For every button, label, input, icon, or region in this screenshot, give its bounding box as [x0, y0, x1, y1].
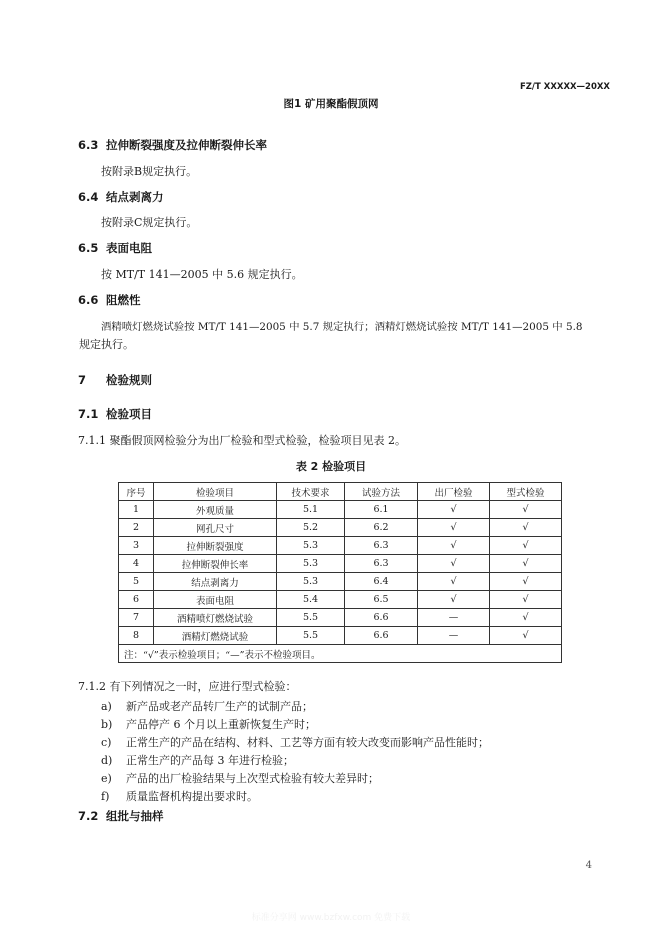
table-cell: 8 — [119, 627, 154, 645]
table-note-row — [119, 645, 562, 663]
table-cell: 6.3 — [345, 555, 418, 573]
section-title: 结点剥离力 — [106, 190, 164, 204]
table-cell: 酒精喷灯燃烧试验 — [154, 609, 277, 627]
list-marker: c) — [101, 736, 112, 749]
list-item — [101, 752, 294, 768]
table-cell: — — [418, 627, 490, 645]
heading-6-6 — [78, 292, 141, 308]
table-cell: √ — [490, 555, 562, 573]
header-cell: 出厂检验 — [418, 483, 490, 501]
table-cell: 5.2 — [277, 519, 345, 537]
heading-7 — [78, 372, 152, 388]
section-number: 6.3 — [78, 138, 99, 152]
list-marker: b) — [101, 718, 113, 731]
list-item — [101, 788, 258, 804]
table-cell: 结点剥离力 — [154, 573, 277, 591]
table-cell: 1 — [119, 501, 154, 519]
table-cell: 7 — [119, 609, 154, 627]
paragraph-7-1-1: 7.1.1 聚酯假顶网检验分为出厂检验和型式检验，检验项目见表 2。 — [78, 434, 406, 447]
section-number: 6.4 — [78, 190, 99, 204]
table-cell: √ — [490, 627, 562, 645]
header-cell: 序号 — [119, 483, 154, 501]
figure-caption: 图1 矿用聚酯假顶网 — [283, 98, 379, 110]
section-number: 6.6 — [78, 293, 99, 307]
section-title: 阻燃性 — [106, 293, 141, 307]
list-text: 质量监督机构提出要求时。 — [126, 790, 258, 803]
section-title: 检验项目 — [106, 407, 152, 421]
section-number: 7 — [78, 373, 87, 387]
table-row — [119, 501, 562, 519]
table-cell: 网孔尺寸 — [154, 519, 277, 537]
section-title: 拉伸断裂强度及拉伸断裂伸长率 — [106, 138, 267, 152]
table-row — [119, 537, 562, 555]
table-cell: 2 — [119, 519, 154, 537]
table-cell: 6.4 — [345, 573, 418, 591]
table-cell: √ — [418, 573, 490, 591]
list-text: 新产品或老产品转厂生产的试制产品； — [126, 700, 313, 713]
list-item — [101, 770, 379, 786]
table-row — [119, 573, 562, 591]
list-marker: e) — [101, 772, 112, 785]
watermark: 标准分享网 www.bzfxw.com 免费下载 — [251, 913, 411, 923]
table-cell: 5.5 — [277, 627, 345, 645]
table-cell: √ — [418, 591, 490, 609]
section-number: 7.1 — [78, 407, 99, 421]
header-cell: 技术要求 — [277, 483, 345, 501]
list-marker: a) — [101, 700, 112, 713]
table-cell: √ — [490, 519, 562, 537]
table-cell: 3 — [119, 537, 154, 555]
table-row — [119, 627, 562, 645]
table-row — [119, 519, 562, 537]
list-text: 正常生产的产品每 3 年进行检验； — [126, 754, 294, 767]
heading-7-2 — [78, 808, 164, 824]
table-cell: 酒精灯燃烧试验 — [154, 627, 277, 645]
table-cell: 外观质量 — [154, 501, 277, 519]
table-cell: 6 — [119, 591, 154, 609]
section-number: 6.5 — [78, 241, 99, 255]
table-cell: 拉伸断裂伸长率 — [154, 555, 277, 573]
table-note: 注：“√”表示检验项目；“—”表示不检验项目。 — [119, 645, 562, 663]
table-cell: 5.3 — [277, 573, 345, 591]
heading-7-1 — [78, 406, 152, 422]
table-cell: √ — [490, 609, 562, 627]
table-cell: 6.2 — [345, 519, 418, 537]
section-number: 7.2 — [78, 809, 99, 823]
heading-6-5 — [78, 240, 152, 256]
section-title: 检验规则 — [106, 373, 152, 387]
paragraph-6-5: 按 MT/T 141—2005 中 5.6 规定执行。 — [101, 268, 303, 281]
list-item — [101, 734, 489, 750]
table-cell: 6.5 — [345, 591, 418, 609]
page-number: 4 — [585, 860, 592, 871]
table-cell: √ — [490, 501, 562, 519]
list-marker: d) — [101, 754, 113, 767]
table-cell: 拉伸断裂强度 — [154, 537, 277, 555]
table-cell: √ — [418, 519, 490, 537]
paragraph-6-4: 按附录C规定执行。 — [101, 216, 198, 229]
paragraph-7-1-2: 7.1.2 有下列情况之一时，应进行型式检验： — [78, 680, 297, 693]
table-cell: 6.3 — [345, 537, 418, 555]
inspection-table — [118, 482, 562, 663]
table-cell: 5.3 — [277, 555, 345, 573]
heading-6-3 — [78, 137, 267, 153]
section-title: 组批与抽样 — [106, 809, 164, 823]
table-cell: — — [418, 609, 490, 627]
list-text: 产品的出厂检验结果与上次型式检验有较大差异时； — [126, 772, 379, 785]
list-text: 正常生产的产品在结构、材料、工艺等方面有较大改变而影响产品性能时； — [126, 736, 489, 749]
standard-number: FZ/T XXXXX—20XX — [519, 82, 610, 92]
paragraph-6-6-line1: 酒精喷灯燃烧试验按 MT/T 141—2005 中 5.7 规定执行；酒精灯燃烧试验按 MT/T 141—2005 中 5.8 — [101, 321, 583, 333]
table-cell: 6.1 — [345, 501, 418, 519]
list-item — [101, 698, 313, 714]
table-cell: 6.6 — [345, 627, 418, 645]
header-cell: 型式检验 — [490, 483, 562, 501]
table-row — [119, 591, 562, 609]
table-cell: √ — [490, 573, 562, 591]
table-cell: 5 — [119, 573, 154, 591]
table-cell: 5.1 — [277, 501, 345, 519]
table-cell: √ — [418, 501, 490, 519]
table-cell: 5.5 — [277, 609, 345, 627]
table-cell: √ — [490, 537, 562, 555]
table-cell: 6.6 — [345, 609, 418, 627]
table-cell: 4 — [119, 555, 154, 573]
table-row — [119, 609, 562, 627]
list-marker: f) — [101, 790, 110, 803]
header-cell: 试验方法 — [345, 483, 418, 501]
table-cell: √ — [418, 555, 490, 573]
heading-6-4 — [78, 189, 164, 205]
table-row — [119, 555, 562, 573]
list-item — [101, 716, 316, 732]
table-cell: √ — [490, 591, 562, 609]
list-text: 产品停产 6 个月以上重新恢复生产时； — [126, 718, 316, 731]
table-cell: 5.3 — [277, 537, 345, 555]
section-title: 表面电阻 — [106, 241, 152, 255]
header-cell: 检验项目 — [154, 483, 277, 501]
table-cell: 表面电阻 — [154, 591, 277, 609]
table-cell: √ — [418, 537, 490, 555]
table-title: 表 2 检验项目 — [295, 460, 367, 473]
table-cell: 5.4 — [277, 591, 345, 609]
paragraph-6-6-line2: 规定执行。 — [79, 338, 134, 351]
paragraph-6-3: 按附录B规定执行。 — [101, 165, 198, 178]
table-header-row — [119, 483, 562, 501]
